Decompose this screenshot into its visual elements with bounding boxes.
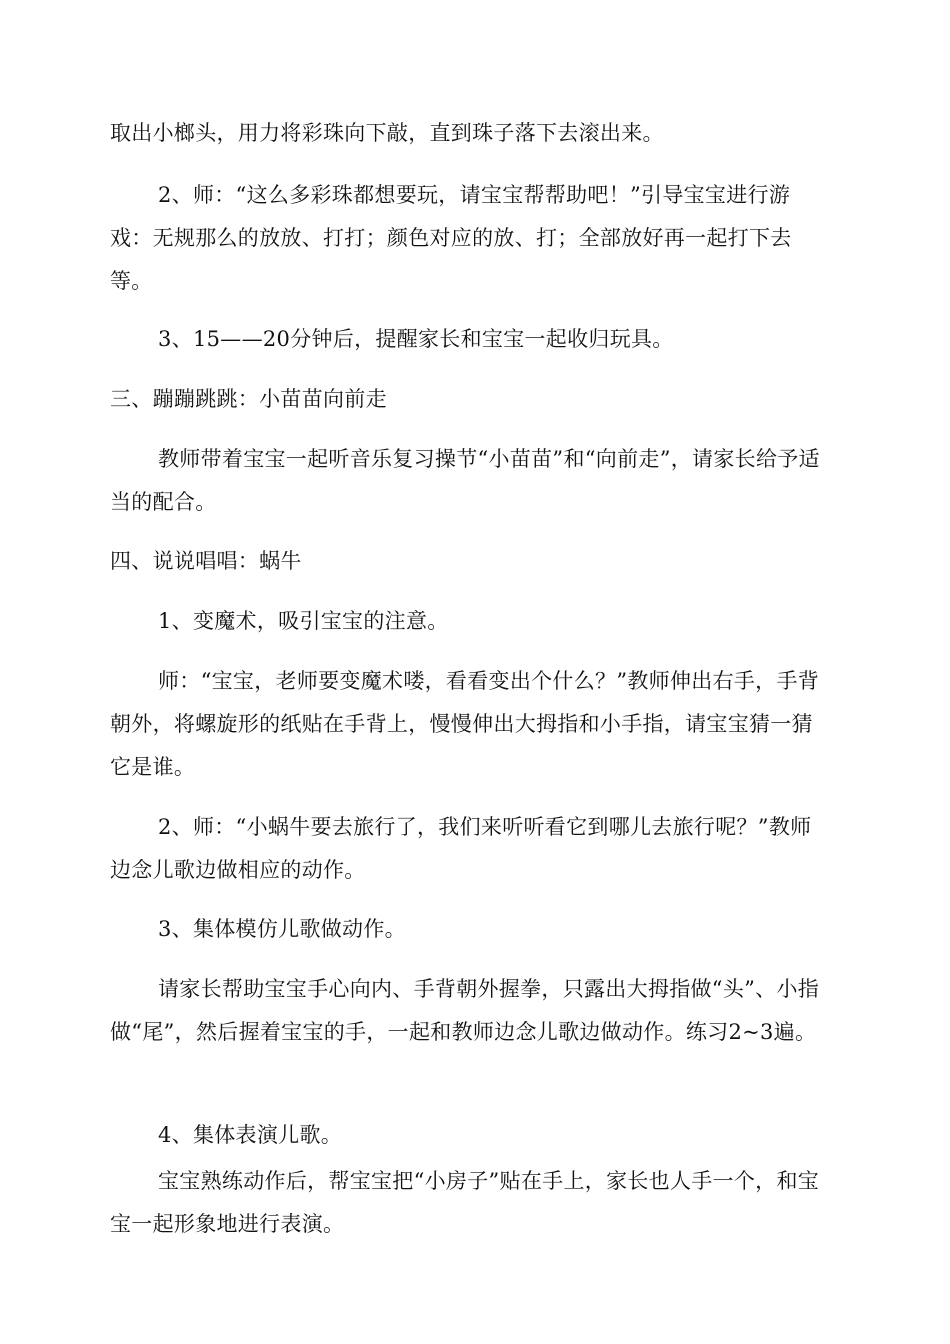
paragraph-11: 请家长帮助宝宝手心向内、手背朝外握拳，只露出大拇指做“头”、小指做“尾”，然后握着宝宝的手，一起和教师边念儿歌边做动作。练习2~3遍。 (110, 977, 820, 1044)
paragraph-5: 教师带着宝宝一起听音乐复习操节“小苗苗”和“向前走”，请家长给予适当的配合。 (110, 447, 820, 514)
paragraph-8: 师：“宝宝，老师要变魔术喽，看看变出个什么？”教师伸出右手，手背朝外，将螺旋形的纸贴在手背上，慢慢伸出大拇指和小手指，请宝宝猜一猜它是谁。 (110, 669, 820, 779)
section-heading-4: 四、说说唱唱：蜗牛 (110, 549, 302, 573)
paragraph-2: 2、师：“这么多彩珠都想要玩，请宝宝帮帮助吧！”引导宝宝进行游戏：无规那么的放放、打打；颜色对应的放、打；全部放好再一起打下去等。 (110, 183, 792, 293)
paragraph-10: 3、集体模仿儿歌做动作。 (158, 917, 406, 941)
paragraph-7: 1、变魔术，吸引宝宝的注意。 (158, 609, 449, 633)
paragraph-13: 宝宝熟练动作后，帮宝宝把“小房子”贴在手上，家长也人手一个，和宝宝一起形象地进行表演。 (110, 1169, 820, 1236)
paragraph-1: 取出小榔头，用力将彩珠向下敲，直到珠子落下去滚出来。 (110, 121, 664, 145)
paragraph-12: 4、集体表演儿歌。 (158, 1123, 343, 1147)
section-heading-3: 三、蹦蹦跳跳：小苗苗向前走 (110, 387, 387, 411)
paragraph-9: 2、师：“小蜗牛要去旅行了，我们来听听看它到哪儿去旅行呢？”教师边念儿歌边做相应的动作。 (110, 815, 812, 882)
paragraph-3: 3、15——20分钟后，提醒家长和宝宝一起收归玩具。 (158, 327, 674, 351)
